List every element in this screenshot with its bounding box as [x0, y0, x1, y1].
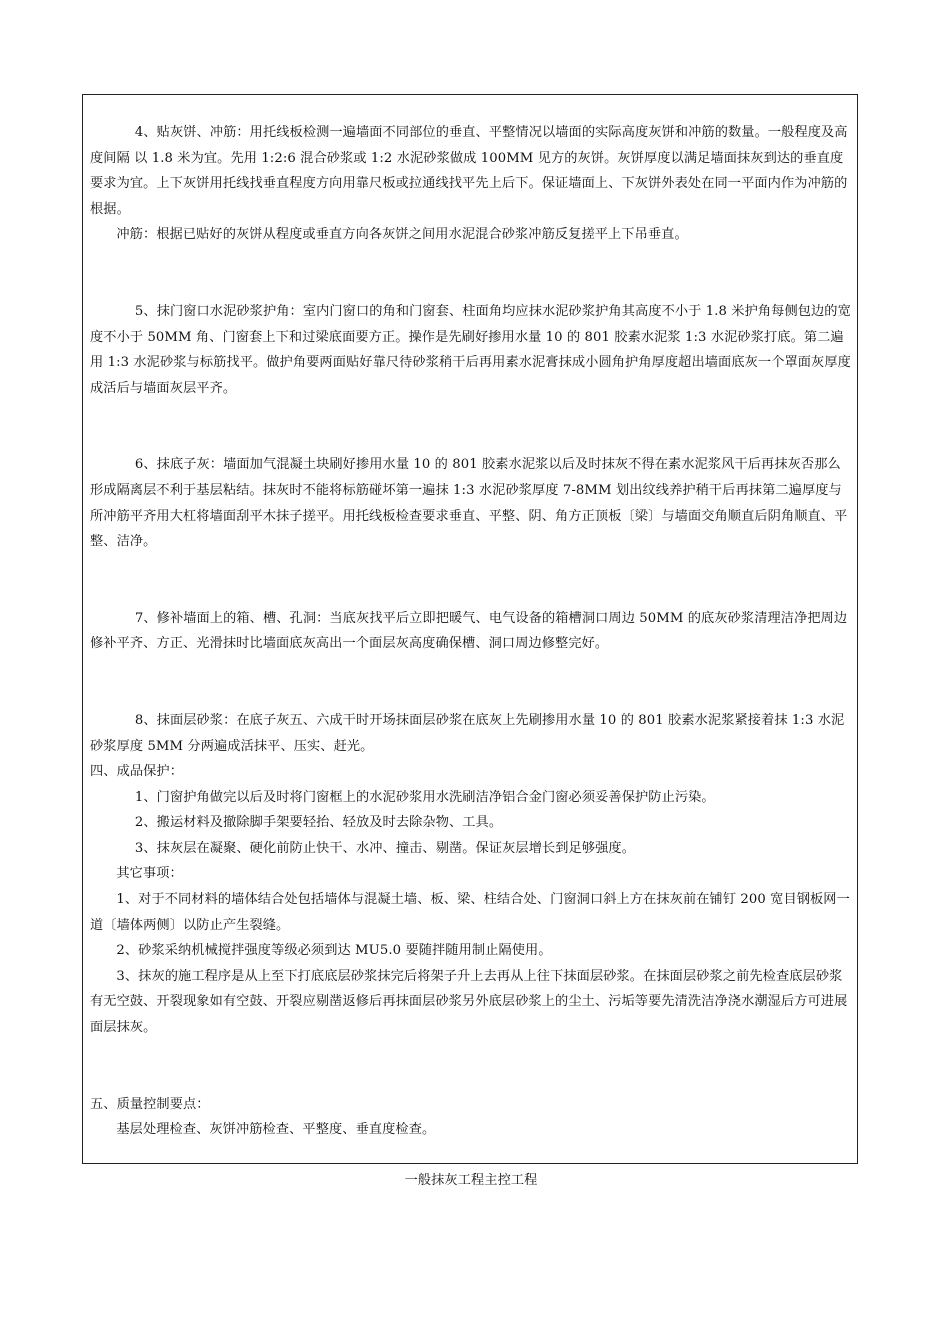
- protect-item-2: 2、搬运材料及撤除脚手架要轻抬、轻放及时去除杂物、工具。: [134, 815, 503, 831]
- paragraph-item-4: 4、贴灰饼、冲筋：用托线板检测一遍墙面不同部位的垂直、平整情况以墙面的实际高度灰饼和冲筋的数量。一般程度及高度间隔 以 1.8 米为宜。先用 1:2:6 混合砂浆或 1:2 水泥砂浆做成 100MM 见方的灰饼。灰饼厚度以满足墙面抹灰到达的垂直度要求为宜。上下灰饼用托线找垂直程度方向用靠尺板或拉通线找平先上后下。保证墙面上、下灰饼外表处在同一平面内作为冲筋的根据。: [90, 125, 848, 217]
- protect-item-3: 3、抹灰层在凝聚、硬化前防止快干、水冲、撞击、剔凿。保证灰层增长到足够强度。: [134, 840, 635, 856]
- section-4-title: 四、成品保护：: [90, 764, 184, 780]
- section-5-text: 基层处理检查、灰饼冲筋检查、平整度、垂直度检查。: [116, 1122, 436, 1138]
- other-title: 其它事项：: [116, 866, 183, 882]
- other-item-1: 1、对于不同材料的墙体结合处包括墙体与混凝土墙、板、梁、柱结合处、门窗洞口斜上方在抹灰前在铺钉 200 宽目钢板网一道〔墙体两侧〕以防止产生裂缝。: [90, 892, 850, 933]
- protect-item-1: 1、门窗护角做完以后及时将门窗框上的水泥砂浆用水洗刷洁净铝合金门窗必须妥善保护防止污染。: [134, 789, 715, 805]
- paragraph-item-6: 6、抹底子灰：墙面加气混凝土块刷好掺用水量 10 的 801 胶素水泥浆以后及时抹灰不得在素水泥浆风干后再抹灰否那么形成隔离层不利于基层粘结。抹灰时不能将标筋碰坏第一遍抹 1:3 水泥砂浆厚度 7-8MM 划出纹线养护稍干后再抹第二遍厚度与所冲筋平齐用大杠将墙面刮平木抹子搓平。用托线板检查要求垂直、平整、阴、角方正顶板〔梁〕与墙面交角顺直后阴角顺直、平整、洁净。: [90, 457, 848, 550]
- other-item-2: 2、砂浆采纳机械搅拌强度等级必须到达 MU5.0 要随拌随用制止隔使用。: [116, 943, 552, 959]
- document-body: [90, 120, 852, 1194]
- paragraph-chongjin: 冲筋：根据已贴好的灰饼从程度或垂直方向各灰饼之间用水泥混合砂浆冲筋反复搓平上下吊垂直。: [116, 227, 688, 243]
- paragraph-item-8: 8、抹面层砂浆：在底子灰五、六成干时开场抹面层砂浆在底灰上先刷掺用水量 10 的 801 胶素水泥浆紧接着抹 1:3 水泥砂浆厚度 5MM 分两遍成活抹平、压实、赶光。: [90, 712, 845, 754]
- section-5-title: 五、质量控制要点：: [90, 1096, 210, 1112]
- paragraph-item-7: 7、修补墙面上的箱、槽、孔洞：当底灰找平后立即把暖气、电气设备的箱槽洞口周边 50MM 的底灰砂浆清理洁净把周边修补平齐、方正、光滑抹时比墙面底灰高出一个面层灰高度确保槽、洞口周边修整完好。: [90, 610, 848, 652]
- footer-center-label: 一般抹灰工程主控工程: [404, 1173, 538, 1189]
- paragraph-item-5: 5、抹门窗口水泥砂浆护角：室内门窗口的角和门窗套、柱面角均应抹水泥砂浆护角其高度不小于 1.8 米护角每侧包边的宽度不小于 50MM 角、门窗套上下和过梁底面要方正。操作是先刷好掺用水量 10 的 801 胶素水泥浆 1:3 水泥砂浆打底。第二遍用 1:3 水泥砂浆与标筋找平。做护角要两面贴好靠尺待砂浆稍干后再用素水泥膏抹成小圆角护角厚度超出墙面底灰一个罩面灰厚度成活后与墙面灰层平齐。: [90, 303, 851, 396]
- other-item-3: 3、抹灰的施工程序是从上至下打底底层砂浆抹完后将架子升上去再从上往下抹面层砂浆。在抹面层砂浆之前先检查底层砂浆有无空鼓、开裂现象如有空鼓、开裂应剔凿返修后再抹面层砂浆另外底层砂浆上的尘土、污垢等要先清洗洁净浇水潮湿后方可进展面层抹灰。: [90, 968, 848, 1036]
